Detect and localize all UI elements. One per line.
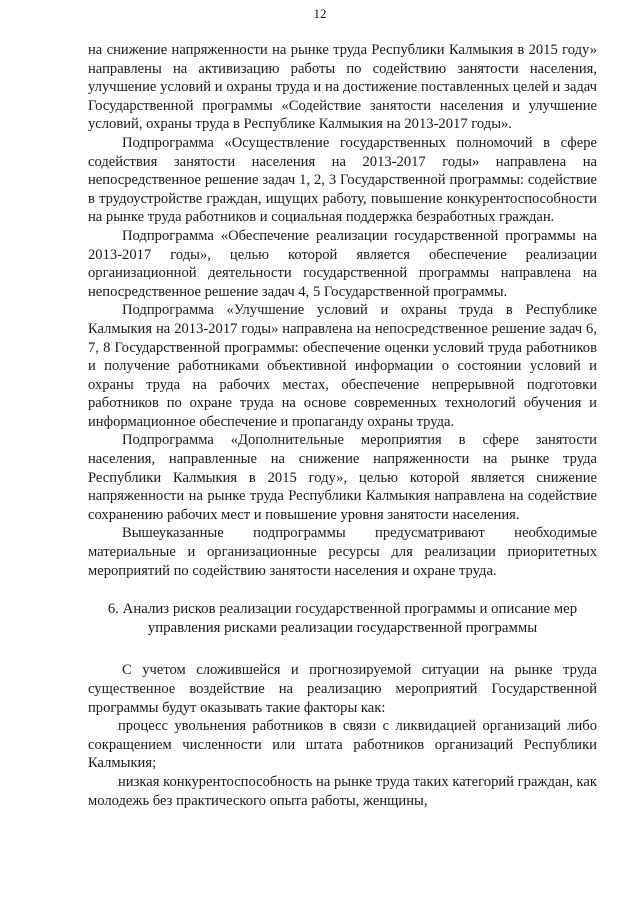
paragraph-subprograms-summary: Вышеуказанные подпрограммы предусматривают необходимые материальные и организационные ресурсы для реализации приоритетных мероприятий по содействию занятости населения и охране труда. [88, 525, 597, 579]
risk-factor-item: низкая конкурентоспособность на рынке труда таких категорий граждан, как молодежь без практического опыта работы, женщины, [88, 773, 597, 809]
paragraph-subprogram-additional-measures: Подпрограмма «Дополнительные мероприятия в сфере занятости населения, направленные на снижение напряженности на рынке труда Республики Калмыкия в 2015 году», целью которой является снижение напряженности на рынке труда Республики Калмыкия направлена на содействие сохранению рабочих мест и повышение уровня занятости населения. [88, 432, 597, 523]
page-content [88, 41, 597, 810]
paragraph-subprogram-implementation: Подпрограмма «Обеспечение реализации государственной программы на 2013-2017 годы», целью которой является обеспечение реализации организационной деятельности государственной программы направлена на непосредственное решение задач 4, 5 Государственной программы. [88, 227, 597, 300]
paragraph-continuation: на снижение напряженности на рынке труда Республики Калмыкия в 2015 году» направлены на активизацию работы по содействию занятости населения, улучшение условий и охраны труда и на достижение поставленных целей и задач Государственной программы «Содействие занятости населения и улучшение условий, охраны труда в Республике Калмыкия на 2013-2017 годы». [88, 42, 597, 133]
paragraph-subprogram-state-powers: Подпрограмма «Осуществление государственных полномочий в сфере содействия занятости населения на 2013-2017 годы» направлена на непосредственное решение задач 1, 2, 3 Государственной программы: содействие в трудоустройстве граждан, ищущих работу, повышение конкурентоспособности на рынке труда работников и социальная поддержка безработных граждан. [88, 134, 597, 226]
section-heading: 6. Анализ рисков реализации государственной программы и описание мер управления рисками реализации государственной программы [107, 601, 578, 636]
risk-factor-item: процесс увольнения работников в связи с ликвидацией организаций либо сокращением численности или штата работников организаций Республики Калмыкия; [88, 718, 597, 772]
section-intro: С учетом сложившейся и прогнозируемой ситуации на рынке труда существенное воздействие на реализацию мероприятий Государственной программы будут оказывать такие факторы как: [88, 662, 597, 716]
paragraph-subprogram-labor-protection: Подпрограмма «Улучшение условий и охраны труда в Республике Калмыкия на 2013-2017 годы» направлена на непосредственное решение задач 6, 7, 8 Государственной программы: обеспечение оценки условий труда работников и получение работниками объективной информации о состоянии условий и охраны труда на рабочих местах, обеспечение непрерывной подготовки работников по охране труда на основе современных технологий обучения и информационное обеспечение и пропаганду охраны труда. [88, 302, 597, 430]
page-number: 12 [313, 6, 327, 21]
